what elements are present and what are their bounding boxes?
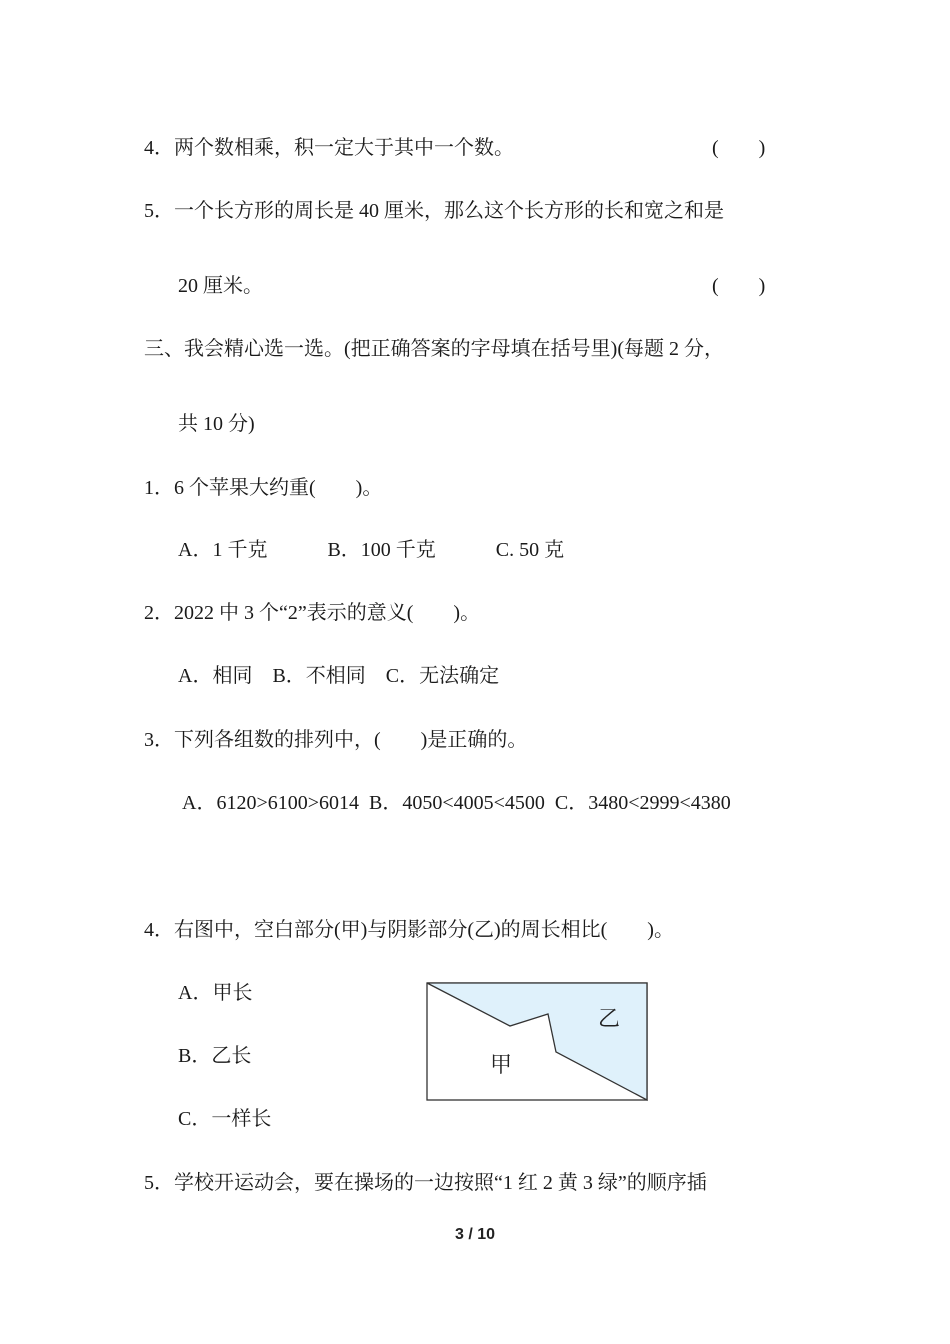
mc-question-2: 2．2022 中 3 个“2”表示的意义( )。 [144,602,481,624]
mc-question-3: 3．下列各组数的排列中，( )是正确的。 [144,729,528,751]
mc-question-1: 1．6 个苹果大约重( )。 [144,477,383,499]
answer-paren: ( ) [712,137,766,159]
label-shaded: 乙 [598,1007,621,1032]
mc-question-4-option-c: C．一样长 [178,1108,272,1130]
tf-question-4: 4．两个数相乘，积一定大于其中一个数。 [144,137,514,159]
label-white: 甲 [490,1053,513,1078]
mc-question-4: 4．右图中，空白部分(甲)与阴影部分(乙)的周长相比( )。 [144,919,674,941]
mc-question-2-options: A．相同 B．不相同 C．无法确定 [178,665,500,687]
mc-question-4-option-a: A．甲长 [178,982,253,1004]
mc-question-3-options: A．6120>6100>6014 B．4050<4005<4500 C．3480<2999<4380 [182,792,731,814]
answer-paren: ( ) [712,275,766,297]
section-heading-cont: 共 10 分) [178,413,255,435]
mc-question-1-options: A．1 千克 B．100 千克 C. 50 克 [178,539,565,561]
page-number: 3 / 10 [454,1226,496,1243]
tf-question-5-line1: 5．一个长方形的周长是 40 厘米，那么这个长方形的长和宽之和是 [144,200,724,222]
mc-question-5: 5．学校开运动会，要在操场的一边按照“1 红 2 黄 3 绿”的顺序插 [144,1172,707,1194]
rectangle-figure [426,982,650,1104]
tf-question-5-line2: 20 厘米。 [178,275,263,297]
section-heading: 三、我会精心选一选。(把正确答案的字母填在括号里)(每题 2 分， [144,338,724,360]
mc-question-4-option-b: B．乙长 [178,1045,252,1067]
